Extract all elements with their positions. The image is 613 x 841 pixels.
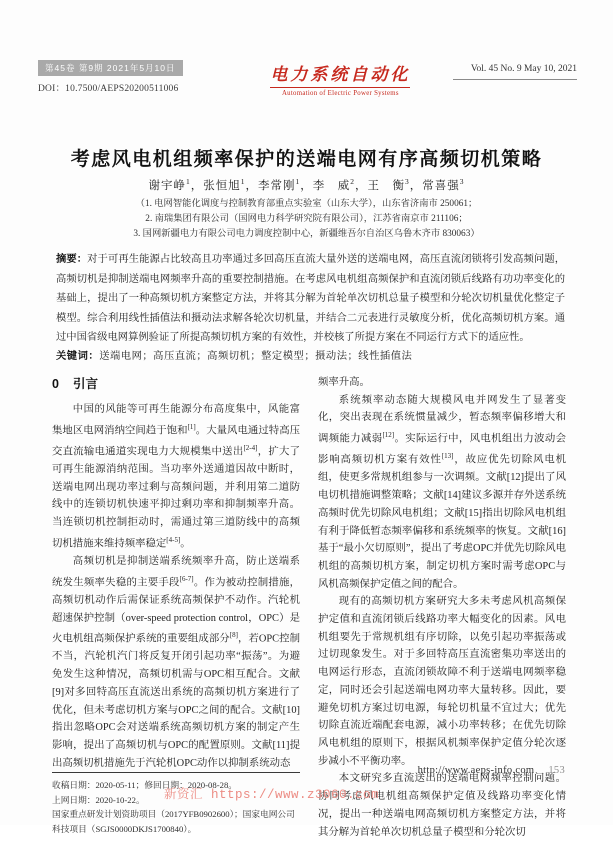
paragraph: 系统频率动态随大规模风电并网发生了显著变化，突出表现在系统惯量减少，暂态频率偏移增大和调频能力减弱[12]。实际运行中，风电机组出力波动会影响高频切机方案有效性[13]，故应优先切除风电机组，使更多常规机组参与一次调频。文献[12]提出了风电切机措施调整策略；文献[14]建议多源并存外送系统高频时优先切除风电机组；文献[15]指出切除风电机组有利于降低暂态频率偏移和系统频率的恢复。文献[16]基于“最小欠切原则”，提出了考虑OPC并优先切除风电机组的高频切机方案，制定切机方案时需考虑OPC与风机高频保护定值之间的配合。: [318, 394, 567, 590]
affiliation-2: 2. 南瑞集团有限公司（国网电力科学研究院有限公司），江苏省南京市 211106；: [145, 214, 468, 224]
section-number: 0: [52, 377, 59, 391]
keywords-label: 关键词：: [56, 351, 100, 362]
paragraph: 中国的风能等可再生能源分布高度集中，风能富集地区电网消纳空间趋于饱和[1]。大量风电通过特高压交直流输电通道实现电力大规模集中送出[2-4]，扩大了可再生能源消纳范围。当功率外送通道因故中断时，送端电网出现功率过剩与高频问题，并利用第二道防线中的连锁切机快速平抑过剩功率和抑制频率升高。当连锁切机控制拒动时，需通过第三道防线中的高频切机措施来维持频率稳定[4-5]。: [52, 404, 301, 550]
journal-url-footer: [418, 765, 565, 776]
issue-date-badge: 第45卷 第9期 2021年5月10日: [38, 60, 183, 76]
section-title: 引言: [72, 377, 98, 391]
paragraph: 高频切机是抑制送端系统频率升高，防止送端系统发生频率失稳的主要手段[6-7]。作为被动控制措施，高频切机动作后需保证系统高频保护不动作。汽轮机超速保护控制（over-speed protection control，OPC）是火电机组高频保护系统的重要组成部分[8]，若OPC控制不当，汽轮机汽门将反复开闭引起功率“振荡”。为避免发生这种情况，高频切机需与OPC相互配合。文献[9]对多回特高压直流送出系统的高频切机方案进行了优化，但未考虑切机方案与OPC之间的配合。文献[10]指出忽略OPC会对送端系统高频切机方案的制定产生影响，提出了高频切机与OPC的配置原则。文献[11]提出高频切机措施先于汽轮机OPC动作以抑制系统动态: [52, 556, 301, 769]
paragraph: 现有的高频切机方案研究大多未考虑风机高频保护定值和直流闭锁后线路功率大幅变化的因素。风电机组要先于常规机组有序切除，以免引起功率振荡或过切现象发生。对于多回特高压直流密集功率送出的电网运行形态，直流闭锁故障不利于送端电网频率稳定，同时还会引起送端电网功率大量转移。因此，要避免切机方案过切电源，每轮切机量不宜过大；优先切除直流近端配套电源，减小功率转移；在优先切除风电机组的原则下，根据风机频率保护定值分轮次逐步减小不平衡功率。: [318, 596, 566, 767]
keywords-text: 送端电网；高压直流；高频切机；整定模型；摄动法；线性插值法: [99, 351, 413, 362]
journal-name-english: Automation of Electric Power Systems: [281, 90, 399, 97]
received-date: 收稿日期：2020-05-11；修回日期：2020-08-28。: [52, 780, 237, 791]
page-number: 153: [548, 765, 565, 776]
footnote-block: [52, 772, 300, 836]
journal-url: http://www.aeps-info.com: [417, 765, 535, 776]
abstract-block: [56, 250, 565, 348]
journal-logo: 电力系统自动化: [270, 60, 410, 88]
article-title: 考虑风电机组频率保护的送端电网有序高频切机策略: [70, 149, 543, 170]
volume-info: Vol. 45 No. 9 May 10, 2021: [453, 64, 577, 80]
header-left: [38, 58, 228, 94]
paragraph-continuation: 频率升高。: [318, 377, 370, 388]
author-line: 谢宇峥$^1$，张恒旭$^1$，李常刚$^1$，李 威$^2$，王 衡$^3$，常喜强$^3$: [148, 177, 465, 192]
affiliation-1: （1. 电网智能化调度与控制教育部重点实验室（山东大学），山东省济南市 250061；: [135, 199, 478, 209]
doi-text: DOI：10.7500/AEPS20200511006: [38, 84, 179, 94]
affiliation-list: [0, 197, 613, 242]
section-heading: [52, 374, 300, 392]
abstract-label: 摘要：: [56, 254, 88, 265]
funding-note: 国家重点研发计划资助项目（2017YFB0902600）；国家电网公司科技项目（SGJS0000DKJS1700840）。: [52, 809, 295, 834]
abstract-text: 对于可再生能源占比较高且功率通过多回高压直流大量外送的送端电网，高压直流闭锁将引发高频问题，高频切机是抑制送端电网频率升高的重要控制措施。在考虑风电机组高频保护和直流闭锁后线路有功功率变化的基础上，提出了一种高频切机方案整定方法，并将其分解为首轮单次切机总量子模型和分轮次切机量优化整定子模型。综合利用线性插值法和摄动法求解各轮次切机量，并结合二元表进行灵敏度分析，优化高频切机方案。通过中国省级电网算例验证了所提高频切机方案的有效性，并校核了所提方案在不同运行方式下的适应性。: [56, 254, 566, 344]
online-date: 上网日期：2020-10-22。: [52, 794, 145, 805]
paragraph: 本文研究多直流送出的送端电网频率控制问题。协同考虑风电机组高频保护定值及线路功率变化情况，提出一种送端电网高频切机方案整定方法，并将其分解为首轮单次切机总量子模型和分轮次切: [318, 773, 566, 838]
journal-header: [38, 58, 577, 97]
journal-logo-block: [270, 60, 410, 97]
watermark-text: 新资汇 https://www.z3060.com: [163, 788, 380, 802]
keywords-block: [56, 347, 565, 362]
affiliation-3: 3. 国网新疆电力有限公司电力调度控制中心，新疆维吾尔自治区乌鲁木齐市 830063）: [133, 229, 480, 239]
